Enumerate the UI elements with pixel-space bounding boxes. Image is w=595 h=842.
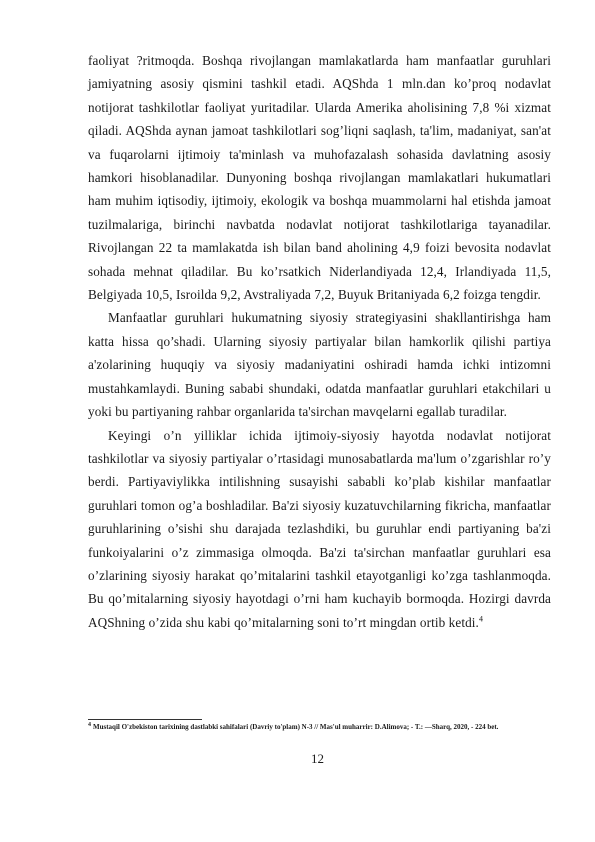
page-number: 12 [311,751,324,766]
document-page [88,49,551,634]
paragraph-1-text: faoliyat ?ritmoqda. Boshqa rivojlangan mamlakatlarda ham manfaatlar guruhlari jamiyatning asosiy qismini tashkil etadi. AQShda 1 mln.dan ko’proq nodavlat notijorat tashkilotlar faoliyat yuritadilar. Ularda Amerika aholisining 7,8 %i xizmat qiladi. AQShda aynan jamoat tashkilotlari sog’liqni saqlash, ta'lim, madaniyat, san'at va fuqarolarni ijtimoiy ta'minlash va muhofazalash sohasida davlatning asosiy hamkori hisoblanadilar. Dunyoning boshqa rivojlangan mamlakatlari hukumatlari ham muhim iqtisodiy, ijtimoiy, ekologik va boshqa muammolarni hal etishda jamoat tuzilmalariga, birinchi navbatda nodavlat notijorat tashkilotlariga tayanadilar. Rivojlangan 22 ta mamlakatda ish bilan band aholining 4,9 foizi bevosita nodavlat sohada mehnat qiladilar. Bu ko’rsatkich Niderlandiyada 12,4, Irlandiyada 11,5, Belgiyada 10,5, Isroilda 9,2, Avstraliyada 7,2, Buyuk Britaniyada 6,2 foizga tengdir. [88,53,551,303]
paragraph-2-text: Manfaatlar guruhlari hukumatning siyosiy strategiyasini shakllantirishga ham katta hissa qo’shadi. Ularning siyosiy partiyalar bilan hamkorlik qilishi partiya a'zolarining huquqiy va siyosiy madaniyatini oshiradi hamda ichki intizomni mustahkamlaydi. Buning sababi shundaki, odatda manfaatlar guruhlari etakchilari u yoki bu partiyaning rahbar organlarida ta'sirchan mavqelarni egallab turadilar. [88,310,551,420]
paragraph-3-text: Keyingi o’n yilliklar ichida ijtimoiy-siyosiy hayotda nodavlat notijorat tashkilotlar va siyosiy partiyalar o’rtasidagi munosabatlarda ma'lum o’zgarishlar ro’y berdi. Partiyaviylikka intilishning susayishi sababli ko’plab kishilar manfaatlar guruhlari tomon og’a boshladilar. Ba'zi siyosiy kuzatuvchilarning fikricha, manfaatlar guruhlarining o’sishi shu darajada tezlashdiki, bu guruhlar endi partiyaning ba'zi funkoiyalarini o’z zimmasiga olmoqda. Ba'zi ta'sirchan manfaatlar guruhlari esa o’zlarining siyosiy harakat qo’mitalarini tashkil etayotganligi ko’zga tashlanmoqda. Bu qo’mitalarning siyosiy hayotdagi o’rni ham kuchayib bormoqda. Hozirgi davrda AQShning o’zida shu kabi qo’mitalarning soni to’rt mingdan ortib ketdi. [88,427,551,630]
paragraph-3 [88,424,551,635]
footnote-text: Mustaqil O'zbekiston tarixining dastlabki sahifalari (Davriy to'plam) N-3 // Mas'ul muharrir: D.Alimova; - T.: —Sharq, 2020, - 224 bet. [93,723,499,731]
footnote-number: 4 [88,722,91,728]
paragraph-1 [88,49,551,306]
footnote [88,722,551,732]
paragraph-2 [88,306,551,423]
footnote-reference[interactable]: 4 [478,614,484,624]
footnote-separator [88,719,202,720]
